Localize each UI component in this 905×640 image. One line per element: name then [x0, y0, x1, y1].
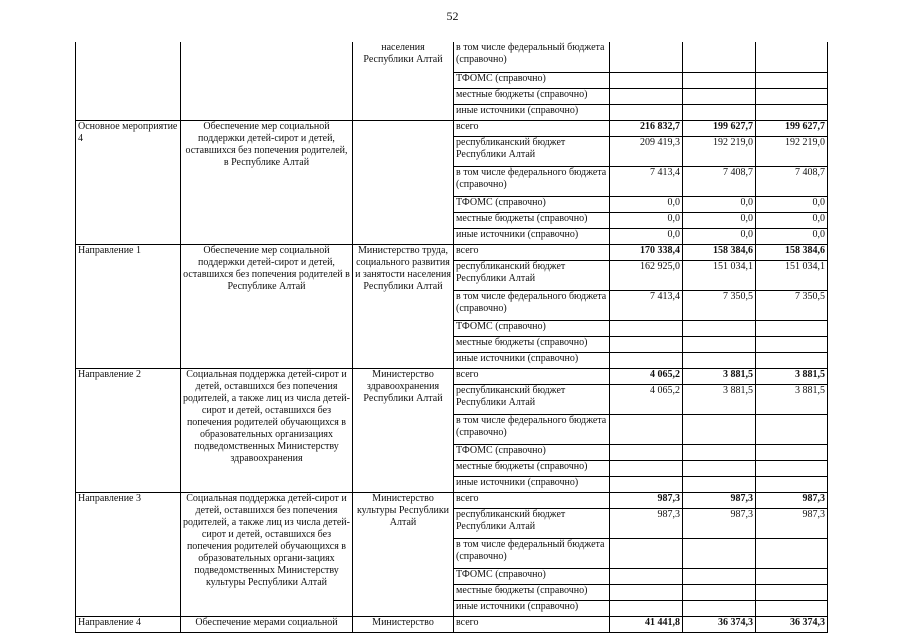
- amount-year-3: 7 350,5: [756, 290, 828, 320]
- amount-year-1: 0,0: [610, 196, 683, 212]
- amount-year-3: [756, 414, 828, 444]
- amount-year-1: [610, 104, 683, 120]
- funding-source: местные бюджеты (справочно): [454, 88, 610, 104]
- amount-year-1: [610, 414, 683, 444]
- amount-year-3: [756, 600, 828, 616]
- funding-source: иные источники (справочно): [454, 104, 610, 120]
- amount-year-2: [683, 584, 756, 600]
- amount-year-3: [756, 444, 828, 460]
- funding-source: в том числе федеральный бюджета (справочно): [454, 42, 610, 72]
- amount-year-2: 36 374,3: [683, 616, 756, 632]
- amount-year-2: 0,0: [683, 196, 756, 212]
- activity-label: Основное мероприятие 4: [76, 120, 181, 244]
- amount-year-1: 0,0: [610, 228, 683, 244]
- activity-name: Обеспечение мер социальной поддержки детей-сирот и детей, оставшихся без попечения родителей, в Республике Алтай: [181, 120, 353, 244]
- funding-source: в том числе федерального бюджета (справочно): [454, 166, 610, 196]
- amount-year-1: 7 413,4: [610, 166, 683, 196]
- amount-year-2: 987,3: [683, 508, 756, 538]
- executor-name: Министерство культуры Республики Алтай: [353, 492, 454, 616]
- amount-year-3: 0,0: [756, 212, 828, 228]
- amount-year-3: 158 384,6: [756, 244, 828, 260]
- amount-year-2: [683, 88, 756, 104]
- amount-year-3: 987,3: [756, 492, 828, 508]
- amount-year-1: [610, 476, 683, 492]
- amount-year-2: 3 881,5: [683, 368, 756, 384]
- amount-year-3: [756, 42, 828, 72]
- amount-year-2: [683, 444, 756, 460]
- amount-year-2: [683, 600, 756, 616]
- amount-year-1: [610, 320, 683, 336]
- amount-year-3: 987,3: [756, 508, 828, 538]
- funding-source: ТФОМС (справочно): [454, 72, 610, 88]
- activity-name: Социальная поддержка детей-сирот и детей, оставшихся без попечения родителей, а также лиц из числа детей-сирот и детей, оставшихся без попечения родителей обучающихся в образовательных органи-зациях подведомственных Министерству культуры Республики Алтай: [181, 492, 353, 616]
- amount-year-1: 216 832,7: [610, 120, 683, 136]
- funding-source: всего: [454, 368, 610, 384]
- amount-year-1: 987,3: [610, 492, 683, 508]
- amount-year-2: 151 034,1: [683, 260, 756, 290]
- amount-year-1: [610, 444, 683, 460]
- table-row: [76, 42, 828, 72]
- amount-year-3: [756, 104, 828, 120]
- funding-source: местные бюджеты (справочно): [454, 584, 610, 600]
- amount-year-1: [610, 88, 683, 104]
- amount-year-3: [756, 320, 828, 336]
- executor-name: Министерство труда, социального развития и занятости населения Республики Алтай: [353, 244, 454, 368]
- amount-year-3: [756, 568, 828, 584]
- funding-source: в том числе федеральный бюджета (справочно): [454, 538, 610, 568]
- amount-year-3: [756, 584, 828, 600]
- amount-year-3: 0,0: [756, 228, 828, 244]
- table-row: [76, 244, 828, 260]
- funding-source: республиканский бюджет Республики Алтай: [454, 136, 610, 166]
- activity-name: Социальная поддержка детей-сирот и детей, оставшихся без попечения родителей, а также лиц из числа детей-сирот и детей, оставшихся без попечения родителей обучающихся в образовательных организациях подведомственных Министерству здравоохранения: [181, 368, 353, 492]
- funding-source: иные источники (справочно): [454, 228, 610, 244]
- executor-name: [353, 120, 454, 244]
- amount-year-1: [610, 568, 683, 584]
- funding-source: местные бюджеты (справочно): [454, 212, 610, 228]
- amount-year-3: [756, 88, 828, 104]
- amount-year-1: [610, 584, 683, 600]
- activity-label: Направление 2: [76, 368, 181, 492]
- amount-year-3: [756, 352, 828, 368]
- funding-source: республиканский бюджет Республики Алтай: [454, 260, 610, 290]
- amount-year-2: 192 219,0: [683, 136, 756, 166]
- table-row: [76, 616, 828, 632]
- table-row: [76, 492, 828, 508]
- funding-source: в том числе федерального бюджета (справочно): [454, 414, 610, 444]
- amount-year-3: 3 881,5: [756, 368, 828, 384]
- table-row: [76, 368, 828, 384]
- amount-year-1: [610, 600, 683, 616]
- amount-year-1: [610, 460, 683, 476]
- activity-name: Обеспечение мер социальной поддержки детей-сирот и детей, оставшихся без попечения родителей в Республике Алтай: [181, 244, 353, 368]
- funding-source: в том числе федерального бюджета (справочно): [454, 290, 610, 320]
- funding-source: всего: [454, 244, 610, 260]
- amount-year-2: [683, 538, 756, 568]
- amount-year-2: [683, 568, 756, 584]
- amount-year-1: [610, 352, 683, 368]
- funding-source: всего: [454, 616, 610, 632]
- amount-year-3: [756, 476, 828, 492]
- funding-source: иные источники (справочно): [454, 352, 610, 368]
- amount-year-2: [683, 104, 756, 120]
- amount-year-2: [683, 320, 756, 336]
- amount-year-1: 4 065,2: [610, 368, 683, 384]
- activity-label: [76, 42, 181, 120]
- page-number: 52: [446, 9, 459, 23]
- amount-year-2: [683, 72, 756, 88]
- funding-source: местные бюджеты (справочно): [454, 336, 610, 352]
- funding-source: всего: [454, 120, 610, 136]
- funding-source: иные источники (справочно): [454, 600, 610, 616]
- amount-year-3: [756, 336, 828, 352]
- funding-source: республиканский бюджет Республики Алтай: [454, 508, 610, 538]
- amount-year-2: [683, 414, 756, 444]
- table-row: [76, 120, 828, 136]
- executor-name: Министерство: [353, 616, 454, 632]
- activity-label: Направление 4: [76, 616, 181, 632]
- amount-year-1: 41 441,8: [610, 616, 683, 632]
- funding-source: ТФОМС (справочно): [454, 444, 610, 460]
- amount-year-2: [683, 352, 756, 368]
- funding-source: местные бюджеты (справочно): [454, 460, 610, 476]
- activity-label: Направление 3: [76, 492, 181, 616]
- amount-year-2: [683, 336, 756, 352]
- amount-year-1: 162 925,0: [610, 260, 683, 290]
- executor-name: населения Республики Алтай: [353, 42, 454, 120]
- budget-table: [75, 42, 828, 633]
- amount-year-3: [756, 538, 828, 568]
- amount-year-1: 4 065,2: [610, 384, 683, 414]
- amount-year-3: 7 408,7: [756, 166, 828, 196]
- amount-year-2: [683, 460, 756, 476]
- amount-year-1: 7 413,4: [610, 290, 683, 320]
- amount-year-2: 0,0: [683, 212, 756, 228]
- funding-source: республиканский бюджет Республики Алтай: [454, 384, 610, 414]
- amount-year-3: 3 881,5: [756, 384, 828, 414]
- amount-year-1: [610, 42, 683, 72]
- amount-year-1: [610, 336, 683, 352]
- funding-source: всего: [454, 492, 610, 508]
- amount-year-1: [610, 538, 683, 568]
- amount-year-2: 199 627,7: [683, 120, 756, 136]
- funding-source: ТФОМС (справочно): [454, 196, 610, 212]
- amount-year-2: 7 350,5: [683, 290, 756, 320]
- funding-source: иные источники (справочно): [454, 476, 610, 492]
- amount-year-3: 192 219,0: [756, 136, 828, 166]
- amount-year-1: 170 338,4: [610, 244, 683, 260]
- amount-year-3: 36 374,3: [756, 616, 828, 632]
- amount-year-2: 7 408,7: [683, 166, 756, 196]
- funding-source: ТФОМС (справочно): [454, 320, 610, 336]
- amount-year-2: 0,0: [683, 228, 756, 244]
- activity-label: Направление 1: [76, 244, 181, 368]
- amount-year-3: [756, 460, 828, 476]
- amount-year-3: 199 627,7: [756, 120, 828, 136]
- amount-year-1: 987,3: [610, 508, 683, 538]
- amount-year-3: 151 034,1: [756, 260, 828, 290]
- amount-year-2: 987,3: [683, 492, 756, 508]
- activity-name: [181, 42, 353, 120]
- amount-year-2: [683, 42, 756, 72]
- activity-name: Обеспечение мерами социальной: [181, 616, 353, 632]
- amount-year-1: [610, 72, 683, 88]
- amount-year-3: 0,0: [756, 196, 828, 212]
- amount-year-3: [756, 72, 828, 88]
- amount-year-1: 209 419,3: [610, 136, 683, 166]
- amount-year-2: 158 384,6: [683, 244, 756, 260]
- amount-year-2: 3 881,5: [683, 384, 756, 414]
- amount-year-1: 0,0: [610, 212, 683, 228]
- executor-name: Министерство здравоохранения Республики Алтай: [353, 368, 454, 492]
- funding-source: ТФОМС (справочно): [454, 568, 610, 584]
- amount-year-2: [683, 476, 756, 492]
